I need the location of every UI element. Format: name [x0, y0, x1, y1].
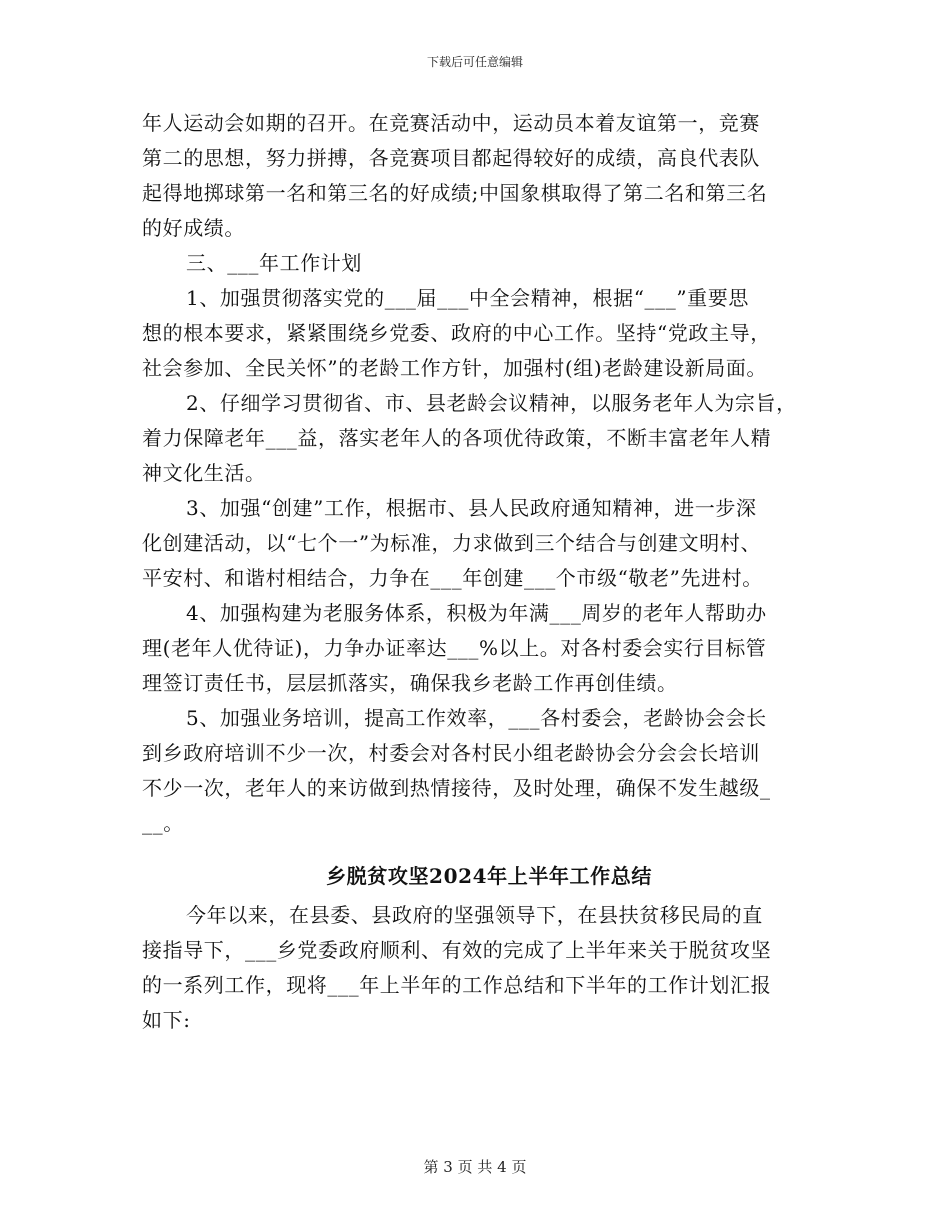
section-heading: 三、___年工作计划 [186, 251, 362, 275]
paragraph-line: 平安村、和谐村相结合，力争在___年创建___个市级“敬老”先进村。 [142, 566, 763, 590]
document-title: 乡脱贫攻坚2024年上半年工作总结 [326, 864, 652, 888]
paragraph-line: 如下: [142, 1008, 191, 1032]
paragraph-line: 理(老年人优待证)，力争办证率达___%以上。对各村委会实行目标管 [142, 636, 767, 660]
paragraph-line: 到乡政府培训不少一次，村委会对各村民小组老龄协会分会会长培训 [142, 741, 760, 765]
paragraph-line: 起得地掷球第一名和第三名的好成绩;中国象棋取得了第二名和第三名 [142, 181, 768, 205]
paragraph-line: 神文化生活。 [142, 461, 266, 485]
paragraph-line: 不少一次，老年人的来访做到热情接待，及时处理，确保不发生越级_ [142, 776, 771, 800]
paragraph-line: 的一系列工作，现将___年上半年的工作总结和下半年的工作计划汇报 [142, 973, 772, 997]
paragraph-line: 今年以来，在县委、县政府的坚强领导下，在县扶贫移民局的直 [186, 903, 763, 927]
document-body [142, 106, 822, 1038]
paragraph-line: __。 [142, 811, 184, 835]
paragraph-line: 年人运动会如期的召开。在竞赛活动中，运动员本着友谊第一，竞赛 [142, 111, 760, 135]
paragraph-line: 3、加强“创建”工作，根据市、县人民政府通知精神，进一步深 [186, 496, 757, 520]
paragraph-line: 第二的思想，努力拼搏，各竞赛项目都起得较好的成绩，高良代表队 [142, 146, 760, 170]
paragraph-line: 5、加强业务培训，提高工作效率，___各村委会，老龄协会会长 [186, 706, 767, 730]
paragraph-line: 2、仔细学习贯彻省、市、县老龄会议精神，以服务老年人为宗旨， [186, 391, 797, 415]
paragraph-line: 4、加强构建为老服务体系，积极为年满___周岁的老年人帮助办 [186, 601, 767, 625]
paragraph-line: 化创建活动，以“七个一”为标准，力求做到三个结合与创建文明村、 [142, 531, 762, 555]
paragraph-line: 想的根本要求，紧紧围绕乡党委、政府的中心工作。坚持“党政主导， [142, 321, 771, 345]
paragraph-line: 社会参加、全民关怀”的老龄工作方针，加强村(组)老龄建设新局面。 [142, 356, 768, 380]
paragraph-line: 着力保障老年___益，落实老年人的各项优待政策，不断丰富老年人精 [142, 426, 772, 450]
page-footer: 第 3 页 共 4 页 [423, 1158, 527, 1176]
page-header: 下载后可任意编辑 [426, 55, 523, 69]
paragraph-line: 的好成绩。 [142, 216, 245, 240]
paragraph-line: 接指导下，___乡党委政府顺利、有效的完成了上半年来关于脱贫攻坚 [142, 938, 772, 962]
paragraph-line: 1、加强贯彻落实党的___届___中全会精神，根据“___”重要思 [186, 286, 749, 310]
paragraph-line: 理签订责任书，层层抓落实，确保我乡老龄工作再创佳绩。 [142, 671, 678, 695]
